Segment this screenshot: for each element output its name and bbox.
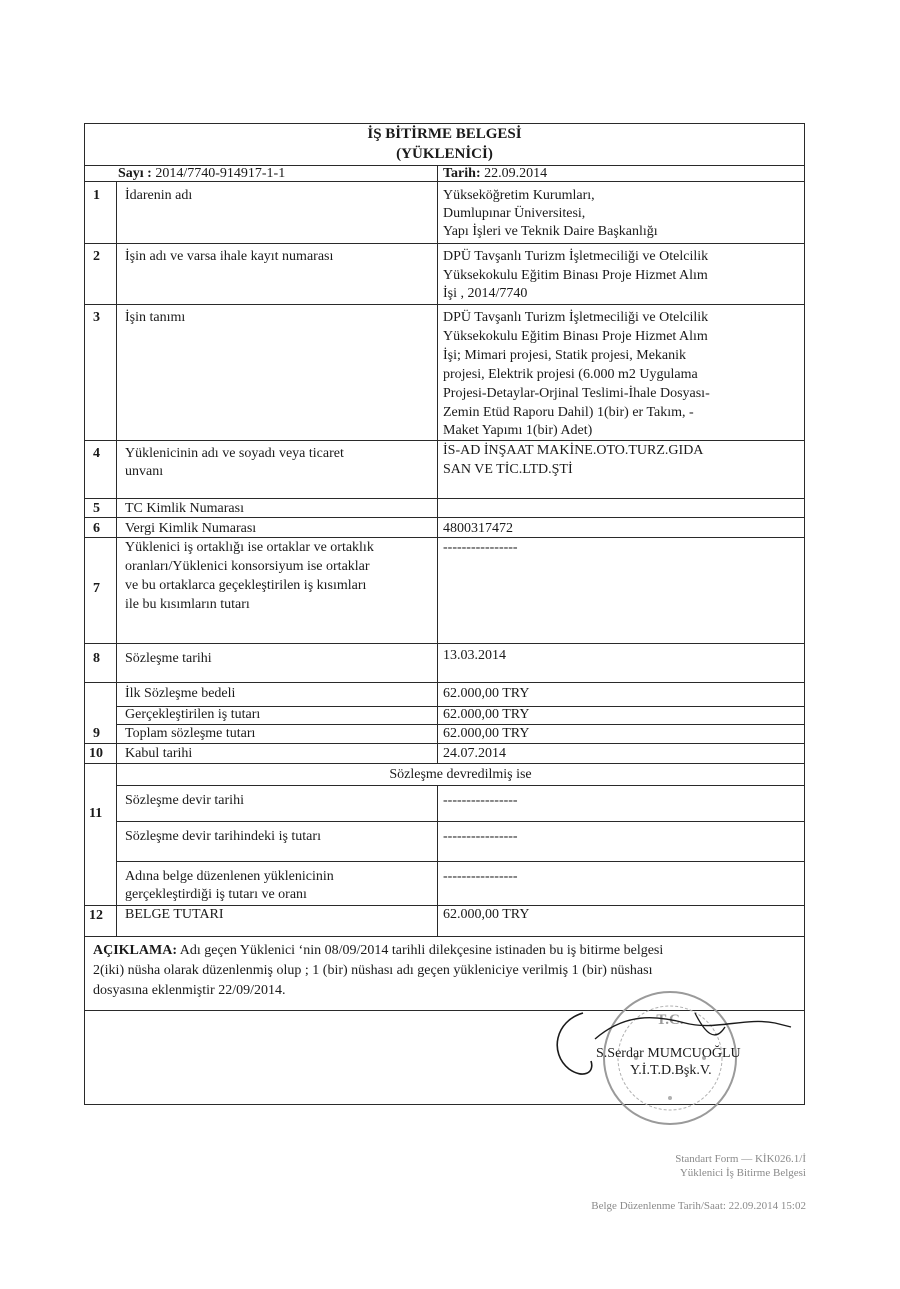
row-value: ---------------- <box>443 540 518 555</box>
row-number: 5 <box>93 501 100 516</box>
sayi-label: Sayı : <box>118 166 152 181</box>
form-code: Standart Form — KİK026.1/İ <box>675 1153 806 1165</box>
rule <box>84 304 805 305</box>
row-value: SAN VE TİC.LTD.ŞTİ <box>443 462 573 477</box>
row-label: İdarenin adı <box>125 188 193 203</box>
row-number: 1 <box>93 188 100 203</box>
row-label: gerçekleştirdiği iş tutarı ve oranı <box>125 887 307 902</box>
rule <box>84 440 805 441</box>
row-label: Sözleşme devir tarihi <box>125 793 244 808</box>
rule <box>116 181 117 763</box>
row-value: 24.07.2014 <box>443 746 506 761</box>
row-label: Vergi Kimlik Numarası <box>125 521 257 536</box>
generation-timestamp: Belge Düzenlenme Tarih/Saat: 22.09.2014 15:02 <box>591 1200 806 1212</box>
rule <box>437 785 438 936</box>
row-number: 3 <box>93 310 100 325</box>
row-value: Dumlupınar Üniversitesi, <box>443 206 586 221</box>
row-value: İşi; Mimari projesi, Statik projesi, Mekanik <box>443 348 687 363</box>
row-value: 62.000,00 TRY <box>443 707 530 722</box>
stamp-text: T.C. <box>656 1012 684 1028</box>
row-value: Yapı İşleri ve Teknik Daire Başkanlığı <box>443 224 658 239</box>
row-value: DPÜ Tavşanlı Turizm İşletmeciliği ve Otelcilik <box>443 249 709 264</box>
rule <box>116 785 805 786</box>
signatory-title: Y.İ.T.D.Bşk.V. <box>630 1063 712 1078</box>
rule <box>116 821 805 822</box>
row-number: 6 <box>93 521 100 536</box>
row-value: 62.000,00 TRY <box>443 907 530 922</box>
rule <box>437 181 438 763</box>
row-number: 4 <box>93 446 100 461</box>
rule <box>437 165 438 181</box>
row-label: ve bu ortaklarca geçekleştirilen iş kısımları <box>125 578 367 593</box>
rule <box>84 498 805 499</box>
rule <box>116 763 117 936</box>
rule <box>84 537 805 538</box>
row-value: Yüksekokulu Eğitim Binası Proje Hizmet Alım <box>443 329 708 344</box>
row-number: 8 <box>93 651 100 666</box>
row-value: ---------------- <box>443 793 518 808</box>
rule <box>84 682 805 683</box>
explanation-line <box>93 943 663 959</box>
row-number: 10 <box>89 746 103 761</box>
row-label: Sözleşme tarihi <box>125 651 212 666</box>
tarih-row <box>443 166 547 182</box>
row-label: Sözleşme devir tarihindeki iş tutarı <box>125 829 321 844</box>
section-heading: Sözleşme devredilmiş ise <box>389 767 532 782</box>
row-value: Zemin Etüd Raporu Dahil) 1(bir) er Takım, - <box>443 405 694 420</box>
form-name: Yüklenici İş Bitirme Belgesi <box>679 1167 806 1179</box>
row-value: İşi , 2014/7740 <box>443 286 528 301</box>
row-label: oranları/Yüklenici konsorsiyum ise ortaklar <box>125 559 370 574</box>
signatory-name: S.Serdar MUMCUOĞLU <box>596 1046 741 1061</box>
row-label: Gerçekleştirilen iş tutarı <box>125 707 261 722</box>
sayi-row <box>118 166 285 182</box>
sayi-value: 2014/7740-914917-1-1 <box>151 166 286 181</box>
rule <box>84 936 805 937</box>
row-value: ---------------- <box>443 829 518 844</box>
rule <box>84 243 805 244</box>
row-label: İlk Sözleşme bedeli <box>125 686 236 701</box>
explanation-text: Adı geçen Yüklenici ‘nin 08/09/2014 tarihli dilekçesine istinaden bu iş bitirme belgesi <box>177 943 664 958</box>
row-value: 62.000,00 TRY <box>443 686 530 701</box>
rule <box>84 763 805 764</box>
row-label: BELGE TUTARI <box>125 907 224 922</box>
row-label: Adına belge düzenlenen yüklenicinin <box>125 869 334 884</box>
explanation-label: AÇIKLAMA: <box>93 943 177 958</box>
document-subtitle: (YÜKLENİCİ) <box>396 146 493 162</box>
row-value: ---------------- <box>443 869 518 884</box>
row-value: Maket Yapımı 1(bir) Adet) <box>443 423 593 438</box>
row-number: 7 <box>93 581 100 596</box>
row-label: Kabul tarihi <box>125 746 193 761</box>
row-value: DPÜ Tavşanlı Turizm İşletmeciliği ve Otelcilik <box>443 310 709 325</box>
row-label: Yüklenicinin adı ve soyadı veya ticaret <box>125 446 344 461</box>
explanation-line: 2(iki) nüsha olarak düzenlenmiş olup ; 1 (bir) nüshası adı geçen yükleniciye verilmiş 1 (bir) nüshası <box>93 963 653 978</box>
row-number: 11 <box>89 806 103 821</box>
row-value: 13.03.2014 <box>443 648 506 663</box>
row-number: 2 <box>93 249 100 264</box>
row-number: 12 <box>89 908 103 923</box>
rule <box>84 743 805 744</box>
row-number: 9 <box>93 726 100 741</box>
row-value: 62.000,00 TRY <box>443 726 530 741</box>
row-value: projesi, Elektrik projesi (6.000 m2 Uygulama <box>443 367 698 382</box>
row-value: Projesi-Detaylar-Orjinal Teslimi-İhale Dosyası- <box>443 386 710 401</box>
row-label: ile bu kısımların tutarı <box>125 597 250 612</box>
rule <box>84 905 805 906</box>
row-value: İS-AD İNŞAAT MAKİNE.OTO.TURZ.GIDA <box>443 443 704 458</box>
row-value: 4800317472 <box>443 521 513 536</box>
row-label: Toplam sözleşme tutarı <box>125 726 256 741</box>
row-value: Yükseköğretim Kurumları, <box>443 188 595 203</box>
explanation-line: dosyasına eklenmiştir 22/09/2014. <box>93 983 286 998</box>
row-label: İşin tanımı <box>125 310 186 325</box>
row-label: Yüklenici iş ortaklığı ise ortaklar ve ortaklık <box>125 540 374 555</box>
row-label: unvanı <box>125 464 164 479</box>
tarih-label: Tarih: <box>443 166 481 181</box>
row-label: TC Kimlik Numarası <box>125 501 244 516</box>
rule <box>116 861 805 862</box>
row-value: Yüksekokulu Eğitim Binası Proje Hizmet Alım <box>443 268 708 283</box>
rule <box>116 724 805 725</box>
rule <box>84 517 805 518</box>
row-label: İşin adı ve varsa ihale kayıt numarası <box>125 249 334 264</box>
rule <box>84 643 805 644</box>
document-title: İŞ BİTİRME BELGESİ <box>367 126 522 142</box>
tarih-value: 22.09.2014 <box>480 166 548 181</box>
